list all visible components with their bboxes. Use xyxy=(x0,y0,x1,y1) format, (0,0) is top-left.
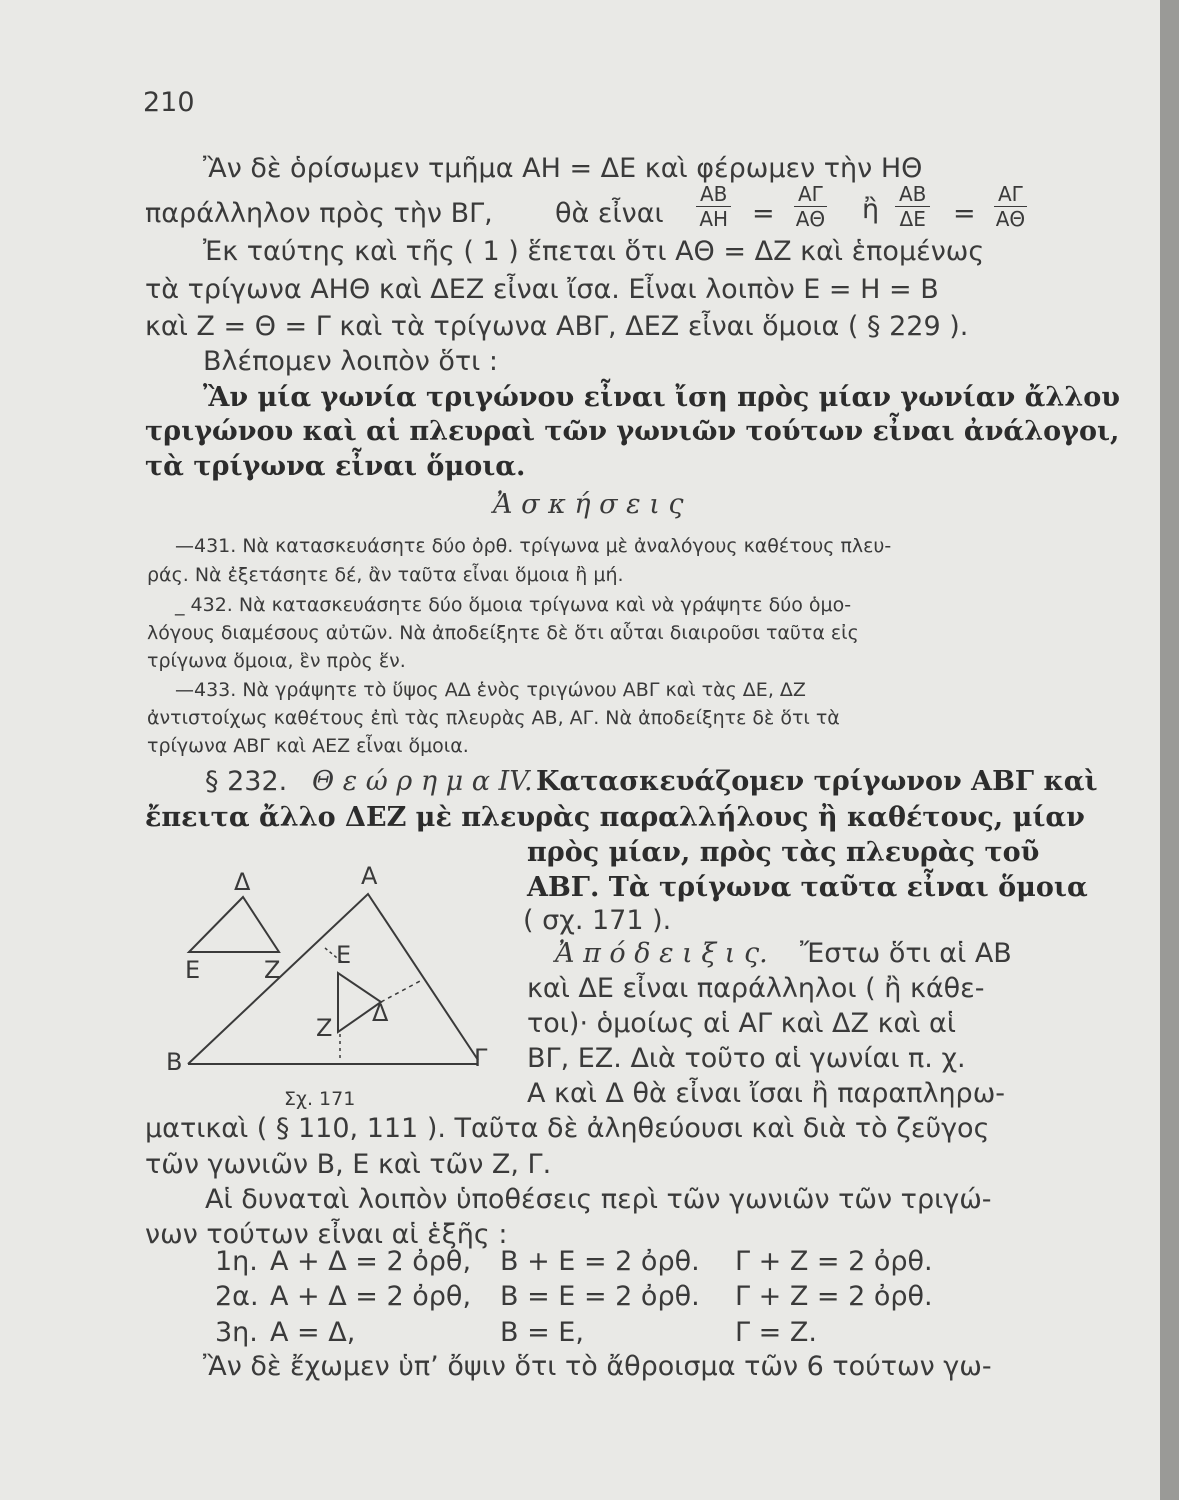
proof-line: τοι)· ὁμοίως αἱ ΑΓ καὶ ΔΖ καὶ αἱ xyxy=(527,1008,956,1039)
theorem-line: Κατασκευάζομεν τρίγωνον ΑΒΓ καὶ xyxy=(536,766,1098,797)
proof-line: ΒΓ, ΕΖ. Διὰ τοῦτο αἱ γωνίαι π. χ. xyxy=(527,1043,966,1074)
text-line: Ἐκ ταύτης καὶ τῆς ( 1 ) ἕπεται ὅτι ΑΘ = ΔΖ καὶ ἑπομένως xyxy=(203,236,985,267)
label-delta: Δ xyxy=(234,868,251,896)
fraction-denominator: ΔΕ xyxy=(899,207,926,231)
theorem-line: πρὸς μίαν, πρὸς τὰς πλευρὰς τοῦ xyxy=(527,837,1040,868)
text-line: ἢ xyxy=(862,194,880,225)
case-expression: Α = Δ, xyxy=(270,1317,356,1348)
fraction-numerator: ΑΓ xyxy=(794,182,827,207)
page-edge xyxy=(1160,0,1179,1500)
fraction-numerator: ΑΓ xyxy=(994,182,1027,207)
section-number: § 232. xyxy=(205,766,288,797)
proof-line: Αἱ δυναταὶ λοιπὸν ὑποθέσεις περὶ τῶν γωνιῶν τῶν τριγώ- xyxy=(205,1184,992,1215)
case-expression: Γ + Ζ = 2 ὀρθ. xyxy=(735,1281,933,1312)
case-number: 3η. xyxy=(215,1317,258,1348)
proof-line: Α καὶ Δ θὰ εἶναι ἴσαι ἢ παραπληρω- xyxy=(527,1078,1006,1109)
fraction xyxy=(895,182,930,231)
case-expression: Γ + Ζ = 2 ὀρθ. xyxy=(735,1246,933,1277)
fraction xyxy=(994,182,1027,231)
text-line: Ἂν δὲ ὁρίσωμεν τμῆμα ΑΗ = ΔΕ καὶ φέρωμεν τὴν ΗΘ xyxy=(203,153,923,184)
case-expression: Γ = Ζ. xyxy=(735,1317,817,1348)
text-line: παράλληλον πρὸς τὴν ΒΓ, xyxy=(145,198,493,229)
label-z-inner: Ζ xyxy=(316,1014,333,1042)
bold-statement-line: τὰ τρίγωνα εἶναι ὅμοια. xyxy=(145,451,526,482)
fraction-denominator: ΑΘ xyxy=(995,207,1026,231)
geometry-figure xyxy=(160,860,510,1120)
label-d-inner: Δ xyxy=(372,999,389,1027)
text-line: καὶ Ζ = Θ = Γ καὶ τὰ τρίγωνα ΑΒΓ, ΔΕΖ εἶναι ὅμοια ( § 229 ). xyxy=(145,311,969,342)
text-line: θὰ εἶναι xyxy=(555,198,664,229)
label-e: Ε xyxy=(185,956,201,984)
triangle-abg-sides xyxy=(188,894,478,1064)
exercise-line: ράς. Νὰ ἐξετάσητε δέ, ἂν ταῦτα εἶναι ὅμοια ἢ μή. xyxy=(147,564,624,586)
case-number: 1η. xyxy=(215,1246,258,1277)
exercise-line: _ 432. Νὰ κατασκευάσητε δύο ὅμοια τρίγωνα καὶ νὰ γράψητε δύο ὁμο- xyxy=(175,594,852,616)
label-z: Ζ xyxy=(264,956,281,984)
fraction-numerator: ΑΒ xyxy=(895,182,930,207)
fraction xyxy=(794,182,827,231)
proof-line: νων τούτων εἶναι αἱ ἑξῆς : xyxy=(145,1219,508,1250)
triangle-dez xyxy=(189,897,279,952)
exercises-heading: Ἀ σ κ ή σ ε ι ς xyxy=(493,489,684,520)
exercise-line: ἀντιστοίχως καθέτους ἐπὶ τὰς πλευρὰς ΑΒ, ΑΓ. Νὰ ἀποδείξητε δὲ ὅτι τὰ xyxy=(147,707,840,729)
case-expression: Β = Ε = 2 ὀρθ. xyxy=(500,1281,700,1312)
proof-line: ματικαὶ ( § 110, 111 ). Ταῦτα δὲ ἀληθεύουσι καὶ διὰ τὸ ζεῦγος xyxy=(145,1113,990,1144)
exercise-line: —433. Νὰ γράψητε τὸ ὕψος ΑΔ ἑνὸς τριγώνου ΑΒΓ καὶ τὰς ΔΕ, ΔΖ xyxy=(175,679,806,701)
theorem-line: ἔπειτα ἄλλο ΔΕΖ μὲ πλευρὰς παραλλήλους ἢ καθέτους, μίαν xyxy=(145,802,1085,833)
fraction-denominator: ΑΗ xyxy=(699,207,729,231)
exercise-line: λόγους διαμέσους αὐτῶν. Νὰ ἀποδείξητε δὲ ὅτι αὗται διαιροῦσι ταῦτα εἰς xyxy=(147,622,859,644)
exercise-line: τρίγωνα ὅμοια, ἓν πρὸς ἕν. xyxy=(147,650,406,672)
figure-reference: ( σχ. 171 ). xyxy=(523,905,672,936)
figure-caption: Σχ. 171 xyxy=(284,1088,356,1110)
bold-statement-line: Ἂν μία γωνία τριγώνου εἶναι ἴση πρὸς μίαν γωνίαν ἄλλου xyxy=(203,382,1121,413)
proof-line: καὶ ΔΕ εἶναι παράλληλοι ( ἢ κάθε- xyxy=(527,973,985,1004)
case-expression: Β = Ε, xyxy=(500,1317,584,1348)
text-line: Ἂν δὲ ἔχωμεν ὑπ’ ὄψιν ὅτι τὸ ἄθροισμα τῶν 6 τούτων γω- xyxy=(203,1351,992,1382)
label-a: Α xyxy=(361,862,378,890)
proof-line: Ἔστω ὅτι αἱ ΑΒ xyxy=(800,938,1012,969)
bold-statement-line: τριγώνου καὶ αἱ πλευραὶ τῶν γωνιῶν τούτων εἶναι ἀνάλογοι, xyxy=(145,416,1120,447)
page-number: 210 xyxy=(143,87,195,118)
equals-sign: = xyxy=(953,198,976,229)
label-e-inner: Ε xyxy=(336,941,352,969)
label-b: Β xyxy=(166,1048,183,1076)
fraction-denominator: ΑΘ xyxy=(795,207,826,231)
case-expression: Α + Δ = 2 ὀρθ, xyxy=(270,1246,472,1277)
text-line: Βλέπομεν λοιπὸν ὅτι : xyxy=(203,346,498,377)
case-expression: Α + Δ = 2 ὀρθ, xyxy=(270,1281,472,1312)
exercise-line: —431. Νὰ κατασκευάσητε δύο ὀρθ. τρίγωνα μὲ ἀναλόγους καθέτους πλευ- xyxy=(175,535,892,557)
theorem-label: Θ ε ώ ρ η μ α IV. xyxy=(312,766,533,797)
case-expression: Β + Ε = 2 ὀρθ. xyxy=(500,1246,700,1277)
case-number: 2α. xyxy=(215,1281,259,1312)
proof-label: Ἀ π ό δ ε ι ξ ι ς. xyxy=(555,938,768,969)
fraction-numerator: ΑΒ xyxy=(696,182,731,207)
theorem-line: ΑΒΓ. Τὰ τρίγωνα ταῦτα εἶναι ὅμοια xyxy=(527,872,1088,903)
text-line: τὰ τρίγωνα ΑΗΘ καὶ ΔΕΖ εἶναι ἴσα. Εἶναι λοιπὸν Ε = Η = Β xyxy=(145,274,939,305)
exercise-line: τρίγωνα ΑΒΓ καὶ ΑΕΖ εἶναι ὅμοια. xyxy=(147,735,469,757)
equals-sign: = xyxy=(752,198,775,229)
label-g: Γ xyxy=(474,1044,488,1072)
fraction xyxy=(696,182,731,231)
proof-line: τῶν γωνιῶν Β, Ε καὶ τῶν Ζ, Γ. xyxy=(145,1149,552,1180)
